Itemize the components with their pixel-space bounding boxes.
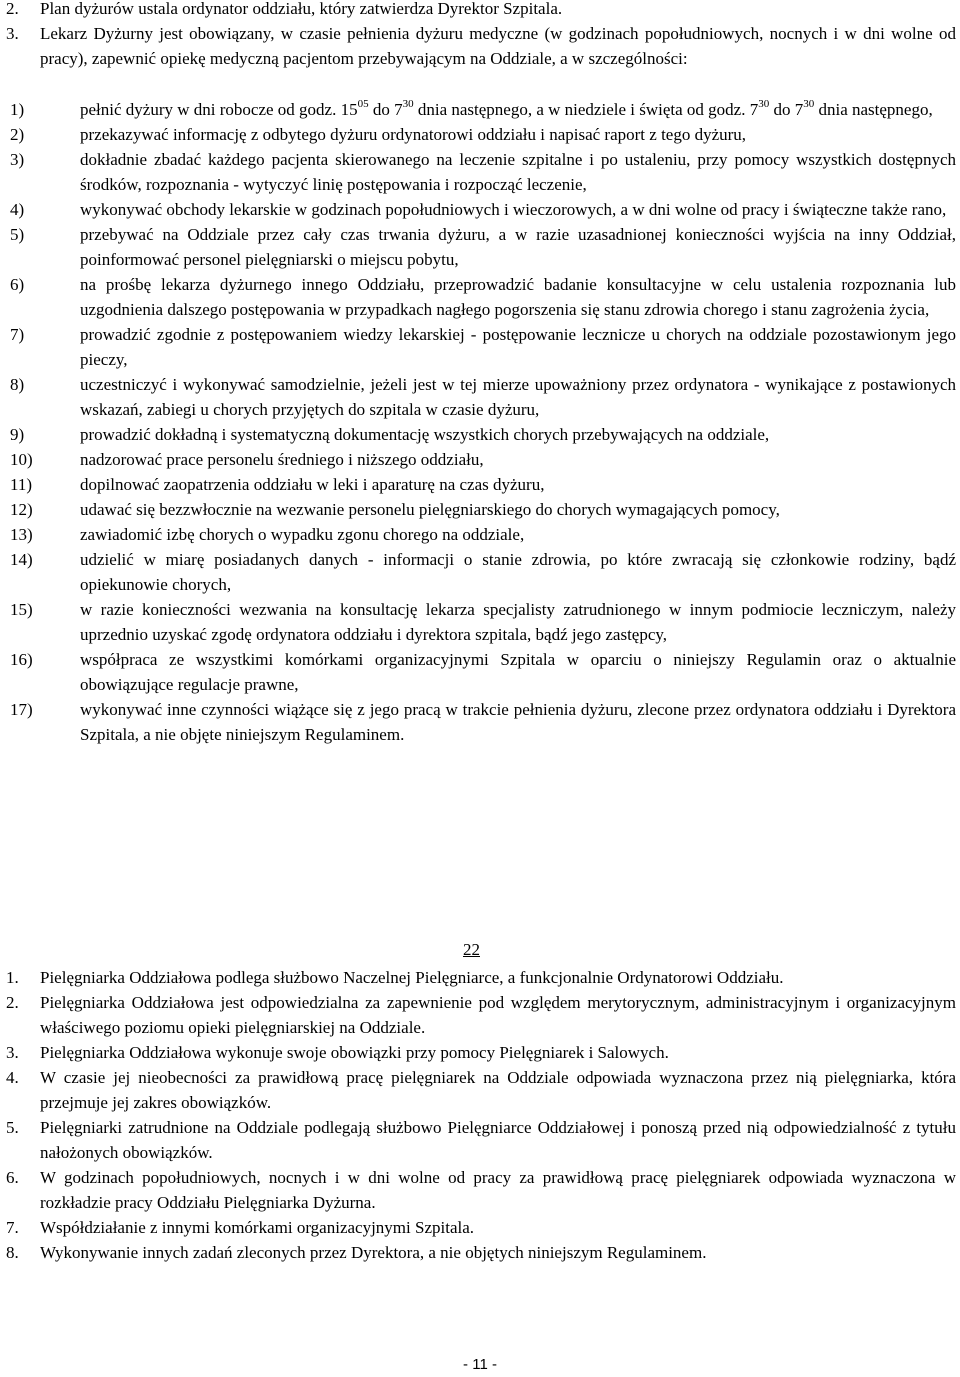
duty-item xyxy=(6,122,956,147)
duty-item xyxy=(6,597,956,647)
duty-text: pełnić dyżury w dni robocze od godz. $15^{05}$ do $7^{30}$ dnia następnego, a w niedziele i święta od godz. $7^{30}$ do $7^{30}$ dnia następnego, xyxy=(80,98,933,119)
duty-number: 12) xyxy=(10,500,33,519)
list-text: W czasie jej nieobecności za prawidłową pracę pielęgniarek na Oddziale odpowiada wyznaczona przez nią pielęgniarka, która przejmuje jej zakres obowiązków. xyxy=(40,1068,956,1112)
list-item xyxy=(6,1065,956,1115)
list-text: Współdziałanie z innymi komórkami organizacyjnymi Szpitala. xyxy=(40,1218,475,1237)
duty-item xyxy=(6,222,956,272)
list-text: Lekarz Dyżurny jest obowiązany, w czasie pełnienia dyżuru medyczne (w godzinach popołudniowych, nocnych i w dni wolne od pracy), zapewnić opiekę medyczną pacjentom przebywającym na Oddziale, a w szczególności: xyxy=(40,24,956,68)
list-text: Pielęgniarka Oddziałowa jest odpowiedzialna za zapewnienie pod względem merytorycznym, administracyjnym i organizacyjnym właściwego poziomu opieki pielęgniarskiej na Oddziale. xyxy=(40,993,956,1037)
duty-text: udzielić w miarę posiadanych danych - informacji o stanie zdrowia, po które zwracają się członkowie rodziny, bądź opiekunowie chorych, xyxy=(80,550,956,594)
duty-item xyxy=(6,147,956,197)
section-list xyxy=(6,965,956,1265)
list-number: 4. xyxy=(6,1068,19,1087)
duty-item xyxy=(6,97,956,122)
list-number: 8. xyxy=(6,1243,19,1262)
list-number: 7. xyxy=(6,1218,19,1237)
duty-text: prowadzić zgodnie z postępowaniem wiedzy lekarskiej - postępowanie lecznicze u chorych na oddziale pozostawionym jego pieczy, xyxy=(80,325,956,369)
duty-item xyxy=(6,697,956,747)
duty-number: 11) xyxy=(10,475,33,494)
duty-number: 9) xyxy=(10,425,25,444)
duty-number: 3) xyxy=(10,150,25,169)
list-number: 2. xyxy=(6,993,19,1012)
duty-item xyxy=(6,197,956,222)
duty-text: przekazywać informację z odbytego dyżuru ordynatorowi oddziału i napisać raport z tego dyżuru, xyxy=(80,125,747,144)
list-item xyxy=(6,990,956,1040)
duty-item xyxy=(6,522,956,547)
list-item xyxy=(6,21,956,71)
duty-item xyxy=(6,647,956,697)
list-number: 2. xyxy=(6,0,19,18)
list-text: Pielęgniarka Oddziałowa wykonuje swoje obowiązki przy pomocy Pielęgniarek i Salowych. xyxy=(40,1043,669,1062)
duty-number: 6) xyxy=(10,275,25,294)
duty-item xyxy=(6,497,956,522)
list-item xyxy=(6,1165,956,1215)
duty-number: 1) xyxy=(10,100,25,119)
list-number: 3. xyxy=(6,1043,19,1062)
list-text: Wykonywanie innych zadań zleconych przez Dyrektora, a nie objętych niniejszym Regulaminem. xyxy=(40,1243,707,1262)
list-item xyxy=(6,0,956,21)
list-item xyxy=(6,1115,956,1165)
duty-text: wykonywać obchody lekarskie w godzinach popołudniowych i wieczorowych, a w dni wolne od pracy i świąteczne także rano, xyxy=(80,200,947,219)
duty-number: 16) xyxy=(10,650,33,669)
duty-item xyxy=(6,372,956,422)
duty-number: 15) xyxy=(10,600,33,619)
list-item xyxy=(6,1040,956,1065)
duty-text: na prośbę lekarza dyżurnego innego Oddziału, przeprowadzić badanie konsultacyjne w celu ustalenia rozpoznania lub uzgodnienia dalszego postępowania w przypadkach nagłego pogorszenia się stanu zdrowia chorego i stanu zagrożenia życia, xyxy=(80,275,956,319)
list-text: Plan dyżurów ustala ordynator oddziału, który zatwierdza Dyrektor Szpitala. xyxy=(40,0,563,18)
duty-number: 13) xyxy=(10,525,33,544)
duty-text: przebywać na Oddziale przez cały czas trwania dyżuru, a w razie uzasadnionej konieczności wyjścia na inny Oddział, poinformować personel pielęgniarski o miejscu pobytu, xyxy=(80,225,956,269)
duty-number: 8) xyxy=(10,375,25,394)
duty-number: 2) xyxy=(10,125,25,144)
duty-text: dokładnie zbadać każdego pacjenta skierowanego na leczenie szpitalne i po ustaleniu, przy pomocy wszystkich dostępnych środków, rozpoznania - wytyczyć linię postępowania i rozpocząć leczenie, xyxy=(80,150,956,194)
duty-text: w razie konieczności wezwania na konsultację lekarza specjalisty zatrudnionego w innym podmiocie leczniczym, należy uprzednio uzyskać zgodę ordynatora oddziału i dyrektora szpitala, bądź jego zastępcy, xyxy=(80,600,956,644)
section-heading: 22 xyxy=(463,940,480,959)
duty-number: 5) xyxy=(10,225,25,244)
duty-item xyxy=(6,322,956,372)
top-list xyxy=(6,0,956,71)
duty-item xyxy=(6,272,956,322)
list-item xyxy=(6,965,956,990)
list-text: Pielęgniarka Oddziałowa podlega służbowo Naczelnej Pielęgniarce, a funkcjonalnie Ordynatorowi Oddziału. xyxy=(40,968,784,987)
list-number: 3. xyxy=(6,24,19,43)
list-number: 5. xyxy=(6,1118,19,1137)
page-number: - 11 - xyxy=(463,1356,497,1373)
list-text: W godzinach popołudniowych, nocnych i w dni wolne od pracy za prawidłową pracę pielęgniarek odpowiada wyznaczona w rozkładzie pracy Oddziału Pielęgniarka Dyżurna. xyxy=(40,1168,956,1212)
duty-text: wykonywać inne czynności wiążące się z jego pracą w trakcie pełnienia dyżuru, zlecone przez ordynatora oddziału i Dyrektora Szpitala, a nie objęte niniejszym Regulaminem. xyxy=(80,700,956,744)
duty-number: 14) xyxy=(10,550,33,569)
duty-item xyxy=(6,447,956,472)
list-item xyxy=(6,1240,956,1265)
list-number: 1. xyxy=(6,968,19,987)
duty-number: 4) xyxy=(10,200,25,219)
duty-text: zawiadomić izbę chorych o wypadku zgonu chorego na oddziale, xyxy=(80,525,525,544)
list-item xyxy=(6,1215,956,1240)
list-number: 6. xyxy=(6,1168,19,1187)
list-text: Pielęgniarki zatrudnione na Oddziale podlegają służbowo Pielęgniarce Oddziałowej i ponoszą przed nią odpowiedzialność z tytułu nałożonych obowiązków. xyxy=(40,1118,956,1162)
duty-item xyxy=(6,547,956,597)
duty-text: uczestniczyć i wykonywać samodzielnie, jeżeli jest w tej mierze upoważniony przez ordynatora - wynikające z postawionych wskazań, zabiegi u chorych przyjętych do szpitala w czasie dyżuru, xyxy=(80,375,956,419)
duty-number: 17) xyxy=(10,700,33,719)
duty-text: udawać się bezzwłocznie na wezwanie personelu pielęgniarskiego do chorych wymagających pomocy, xyxy=(80,500,780,519)
duty-item xyxy=(6,472,956,497)
duties-list xyxy=(6,97,956,747)
duty-text: prowadzić dokładną i systematyczną dokumentację wszystkich chorych przebywających na oddziale, xyxy=(80,425,770,444)
duty-text: dopilnować zaopatrzenia oddziału w leki i aparaturę na czas dyżuru, xyxy=(80,475,545,494)
duty-number: 7) xyxy=(10,325,25,344)
duty-number: 10) xyxy=(10,450,33,469)
duty-text: współpraca ze wszystkimi komórkami organizacyjnymi Szpitala w oparciu o niniejszy Regulamin oraz o aktualnie obowiązujące regulacje prawne, xyxy=(80,650,956,694)
duty-text: nadzorować prace personelu średniego i niższego oddziału, xyxy=(80,450,484,469)
duty-item xyxy=(6,422,956,447)
